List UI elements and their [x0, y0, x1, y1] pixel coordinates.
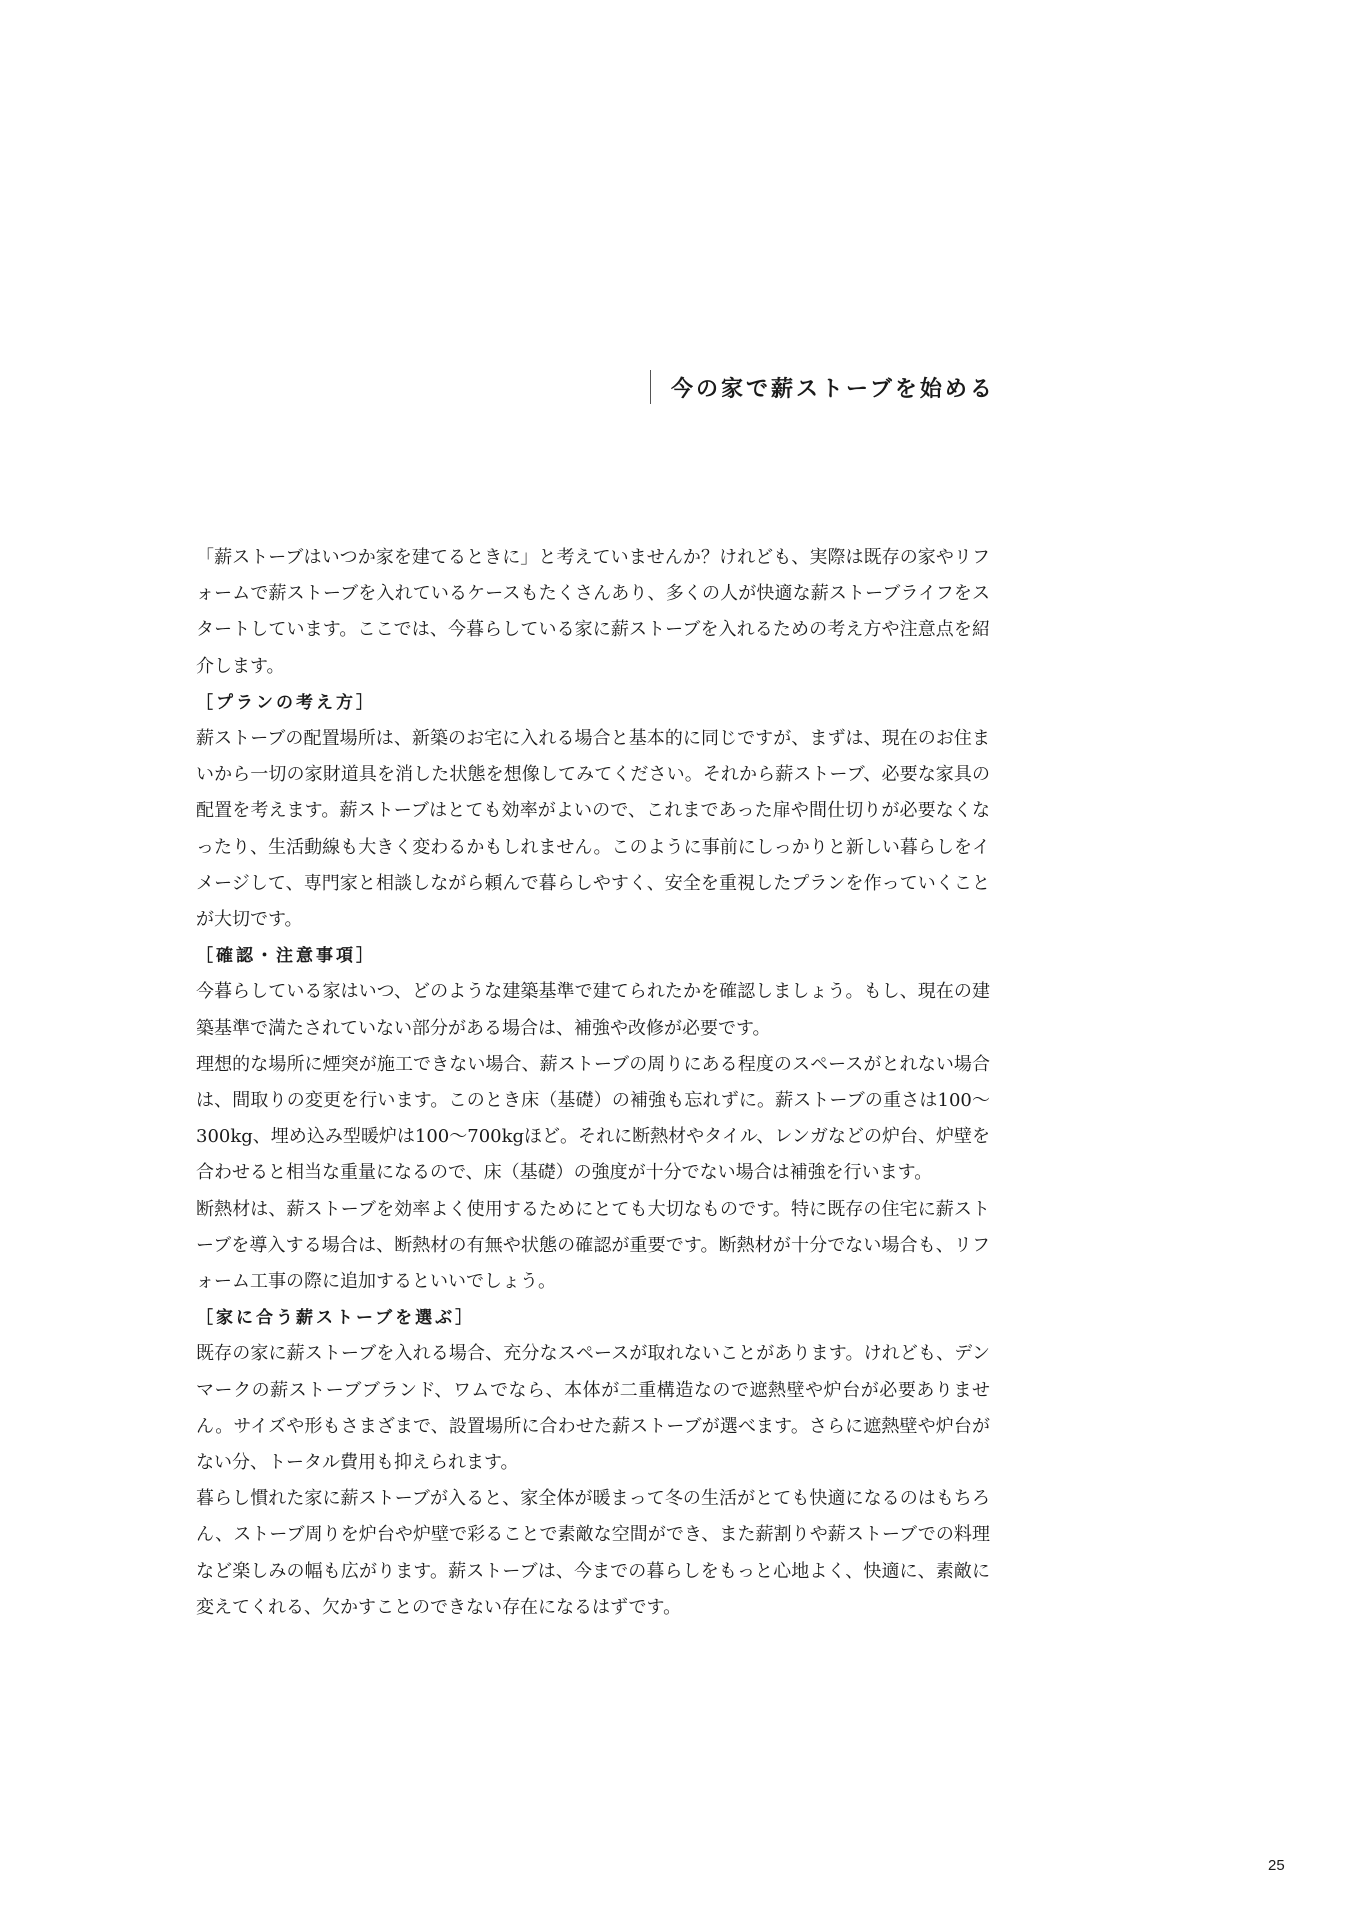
- body-paragraph: 暮らし慣れた家に薪ストーブが入ると、家全体が暖まって冬の生活がとても快適になるのはもちろん、ストーブ周りを炉台や炉壁で彩ることで素敵な空間ができ、また薪割りや薪ストーブでの料理など楽しみの幅も広がります。薪ストーブは、今までの暮らしをもっと心地よく、快適に、素敵に変えてくれる、欠かすことのできない存在になるはずです。: [196, 1488, 990, 1618]
- section-heading: ［家に合う薪ストーブを選ぶ］: [196, 1308, 476, 1329]
- intro-paragraph: 「薪ストーブはいつか家を建てるときに」と考えていませんか？けれども、実際は既存の家やリフォームで薪ストーブを入れているケースもたくさんあり、多くの人が快適な薪ストーブライフをスタートしています。ここでは、今暮らしている家に薪ストーブを入れるための考え方や注意点を紹介します。: [196, 547, 990, 677]
- page-title: 今の家で薪ストーブを始める: [671, 376, 995, 402]
- section-choose-stove: [196, 1300, 990, 1626]
- section-checks: [196, 938, 990, 1300]
- body-paragraph: 断熱材は、薪ストーブを効率よく使用するためにとても大切なものです。特に既存の住宅に薪ストーブを導入する場合は、断熱材の有無や状態の確認が重要です。断熱材が十分でない場合も、リフォーム工事の際に追加するといいでしょう。: [196, 1198, 990, 1293]
- title-block: [650, 370, 995, 404]
- article-body: [196, 540, 990, 1626]
- body-paragraph: 薪ストーブの配置場所は、新築のお宅に入れる場合と基本的に同じですが、まずは、現在のお住まいから一切の家財道具を消した状態を想像してみてください。それから薪ストーブ、必要な家具の配置を考えます。薪ストーブはとても効率がよいので、これまであった扉や間仕切りが必要なくなったり、生活動線も大きく変わるかもしれません。このように事前にしっかりと新しい暮らしをイメージして、専門家と相談しながら頼んで暮らしやすく、安全を重視したプランを作っていくことが大切です。: [196, 728, 990, 931]
- section-heading: ［確認・注意事項］: [196, 946, 376, 967]
- section-plan: [196, 685, 990, 938]
- body-paragraph: 理想的な場所に煙突が施工できない場合、薪ストーブの周りにある程度のスペースがとれない場合は、間取りの変更を行います。このとき床（基礎）の補強も忘れずに。薪ストーブの重さは100〜300kg、埋め込み型暖炉は100〜700kgほど。それに断熱材やタイル、レンガなどの炉台、炉壁を合わせると相当な重量になるので、床（基礎）の強度が十分でない場合は補強を行います。: [196, 1053, 990, 1184]
- section-heading: ［プランの考え方］: [196, 692, 376, 713]
- body-paragraph: 既存の家に薪ストーブを入れる場合、充分なスペースが取れないことがあります。けれども、デンマークの薪ストーブブランド、ワムでなら、本体が二重構造なので遮熱壁や炉台が必要ありません。サイズや形もさまざまで、設置場所に合わせた薪ストーブが選べます。さらに遮熱壁や炉台がない分、トータル費用も抑えられます。: [196, 1343, 990, 1474]
- body-paragraph: 今暮らしている家はいつ、どのような建築基準で建てられたかを確認しましょう。もし、現在の建築基準で満たされていない部分がある場合は、補強や改修が必要です。: [196, 981, 990, 1039]
- title-divider: [650, 370, 651, 404]
- page-number: 25: [1268, 1857, 1285, 1874]
